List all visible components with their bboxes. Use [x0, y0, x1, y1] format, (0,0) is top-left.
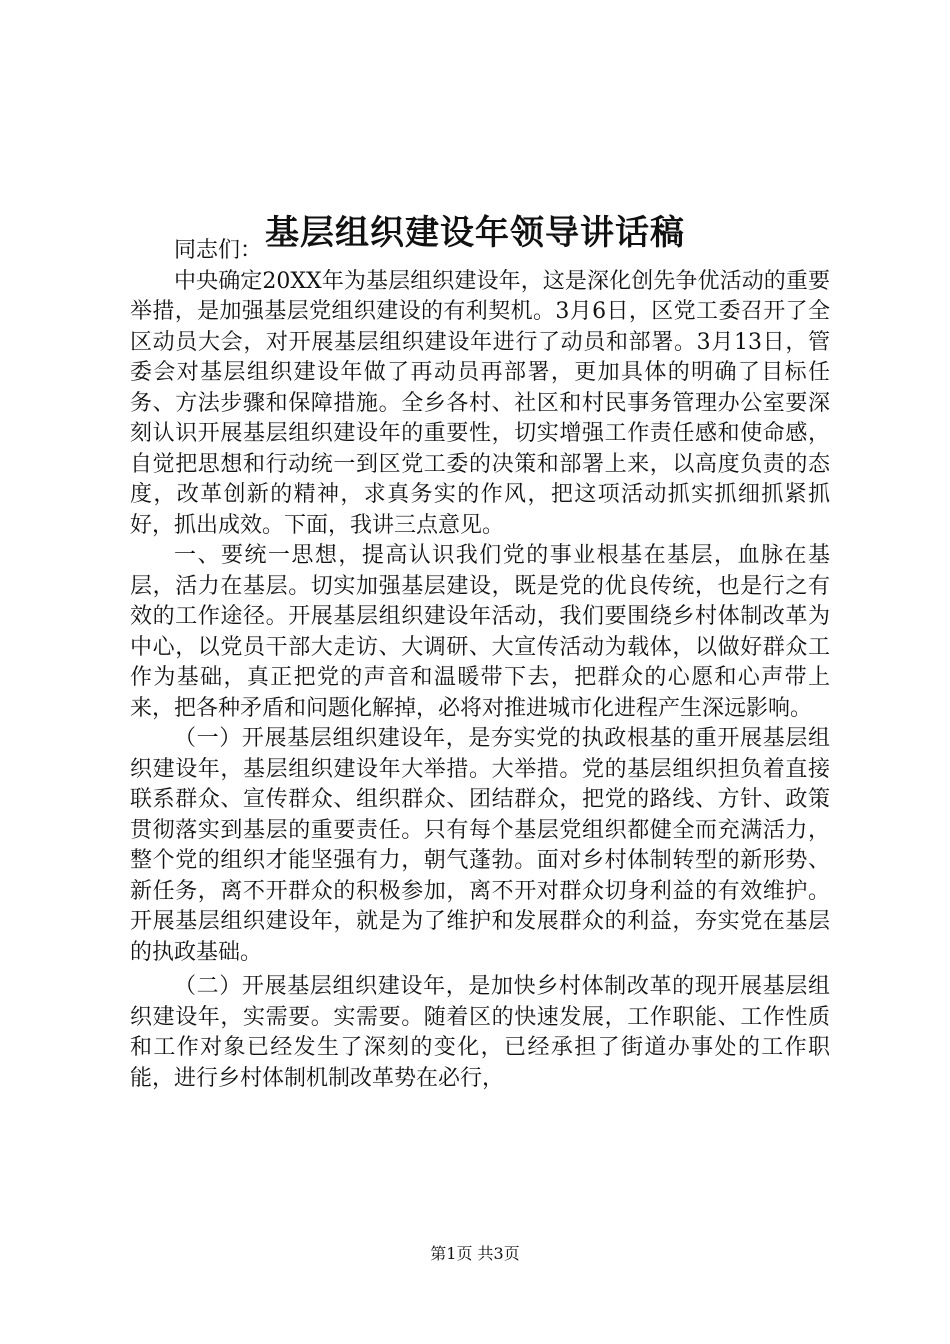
paragraph-intro: 中央确定20XX年为基层组织建设年，这是深化创先争优活动的重要举措，是加强基层党组织建设的有利契机。3月6日，区党工委召开了全区动员大会，对开展基层组织建设年进行了动员和部署。3月13日，管委会对基层组织建设年做了再动员再部署，更加具体的明确了目标任务、方法步骤和保障措施。全乡各村、社区和村民事务管理办公室要深刻认识开展基层组织建设年的重要性，切实增强工作责任感和使命感，自觉把思想和行动统一到区党工委的决策和部署上来，以高度负责的态度，改革创新的精神，求真务实的作风，把这项活动抓实抓细抓紧抓好，抓出成效。下面，我讲三点意见。 [130, 268, 830, 538]
salutation: 同志们： [174, 238, 263, 263]
paragraph-subsection-two: （二）开展基层组织建设年，是加快乡村体制改革的现开展基层组织建设年，实需要。实需要。随着区的快速发展，工作职能、工作性质和工作对象已经发生了深刻的变化，已经承担了街道办事处的工作职能，进行乡村体制机制改革势在必行， [130, 974, 830, 1091]
document-title: 基层组织建设年领导讲话稿 [265, 212, 685, 253]
document-body [130, 236, 830, 1094]
page-indicator: 第1页 共3页 [430, 1244, 520, 1263]
paragraph-section-one: 一、要统一思想，提高认识我们党的事业根基在基层，血脉在基层，活力在基层。切实加强基层建设，既是党的优良传统，也是行之有效的工作途径。开展基层组织建设年活动，我们要围绕乡村体制改革为中心，以党员干部大走访、大调研、大宣传活动为载体，以做好群众工作为基础，真正把党的声音和温暖带下去，把群众的心愿和心声带上来，把各种矛盾和问题化解掉，必将对推进城市化进程产生深远影响。 [130, 543, 830, 721]
paragraph-subsection-one: （一）开展基层组织建设年，是夯实党的执政根基的重开展基层组织建设年，基层组织建设年大举措。大举措。党的基层组织担负着直接联系群众、宣传群众、组织群众、团结群众，把党的路线、方针、政策贯彻落实到基层的重要责任。只有每个基层党组织都健全而充满活力，整个党的组织才能坚强有力，朝气蓬勃。面对乡村体制转型的新形势、新任务，离不开群众的积极参加，离不开对群众切身利益的有效维护。开展基层组织建设年，就是为了维护和发展群众的利益，夯实党在基层的执政基础。 [130, 726, 830, 965]
